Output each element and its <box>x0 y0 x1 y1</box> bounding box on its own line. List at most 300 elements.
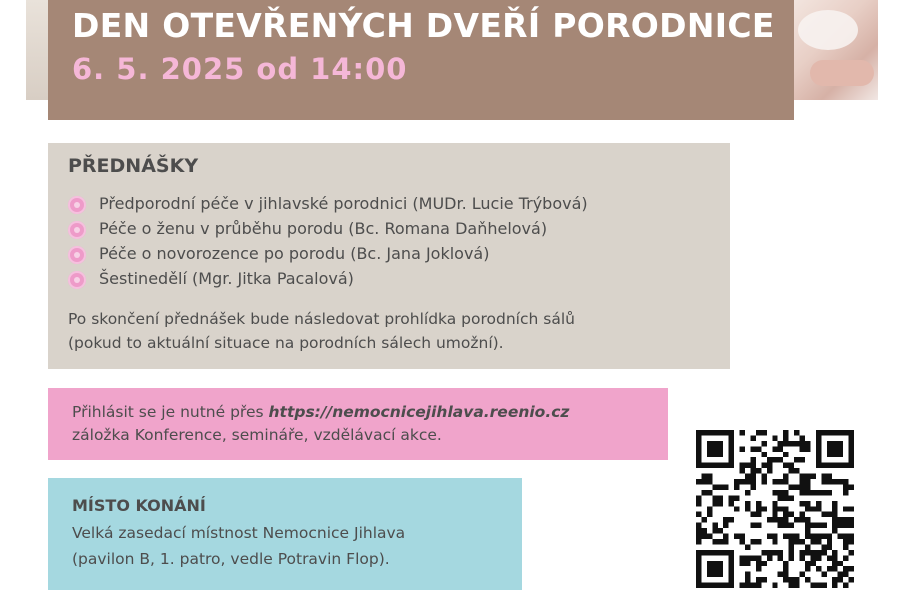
qr-module <box>740 555 745 560</box>
qr-module <box>800 474 805 479</box>
qr-module <box>816 555 821 560</box>
qr-module <box>805 501 810 506</box>
qr-module <box>843 479 848 484</box>
qr-module <box>800 572 805 577</box>
qr-module <box>718 452 723 457</box>
qr-module <box>843 517 848 522</box>
qr-module <box>821 550 826 555</box>
qr-module <box>707 479 712 484</box>
qr-module <box>827 490 832 495</box>
qr-module <box>712 446 717 451</box>
header-banner <box>48 0 794 120</box>
qr-module <box>849 435 854 440</box>
tour-note <box>68 307 718 355</box>
qr-module <box>843 484 848 489</box>
qr-module <box>794 517 799 522</box>
qr-module <box>718 566 723 571</box>
qr-module <box>821 583 826 588</box>
qr-module <box>800 539 805 544</box>
qr-module <box>849 506 854 511</box>
qr-module <box>849 452 854 457</box>
qr-module <box>778 572 783 577</box>
qr-module <box>849 484 854 489</box>
pink-flower-icon <box>68 271 86 289</box>
qr-module <box>745 555 750 560</box>
qr-module <box>701 583 706 588</box>
qr-module <box>794 430 799 435</box>
qr-module <box>789 523 794 528</box>
qr-module <box>843 583 848 588</box>
qr-module <box>783 566 788 571</box>
qr-module <box>761 452 766 457</box>
qr-module <box>712 572 717 577</box>
qr-module <box>772 490 777 495</box>
qr-module <box>827 512 832 517</box>
qr-module <box>729 457 734 462</box>
qr-module <box>838 430 843 435</box>
qr-module <box>832 561 837 566</box>
qr-module <box>789 583 794 588</box>
qr-module <box>816 534 821 539</box>
qr-module <box>701 528 706 533</box>
venue-box <box>48 478 522 590</box>
qr-module <box>740 539 745 544</box>
qr-module <box>729 452 734 457</box>
photo-arm <box>810 60 874 86</box>
qr-module <box>718 484 723 489</box>
qr-module <box>761 550 766 555</box>
qr-module <box>778 517 783 522</box>
qr-module <box>789 544 794 549</box>
qr-module <box>816 435 821 440</box>
qr-module <box>816 430 821 435</box>
qr-module <box>756 501 761 506</box>
qr-module <box>800 555 805 560</box>
qr-module <box>740 430 745 435</box>
qr-module <box>750 474 755 479</box>
qr-module <box>783 435 788 440</box>
qr-module <box>718 561 723 566</box>
qr-module <box>756 523 761 528</box>
qr-module <box>832 501 837 506</box>
qr-module <box>810 539 815 544</box>
qr-module <box>707 550 712 555</box>
qr-module <box>729 435 734 440</box>
qr-module <box>805 517 810 522</box>
qr-module <box>696 441 701 446</box>
qr-module <box>810 561 815 566</box>
qr-module <box>816 452 821 457</box>
qr-module <box>849 463 854 468</box>
qr-module <box>740 583 745 588</box>
qr-module <box>805 561 810 566</box>
qr-module <box>756 506 761 511</box>
qr-module <box>821 534 826 539</box>
qr-module <box>696 446 701 451</box>
qr-module <box>696 430 701 435</box>
qr-module <box>745 544 750 549</box>
qr-module <box>767 457 772 462</box>
qr-module <box>740 446 745 451</box>
qr-module <box>832 517 837 522</box>
qr-module <box>723 484 728 489</box>
qr-module <box>729 550 734 555</box>
qr-module <box>849 534 854 539</box>
qr-module <box>712 430 717 435</box>
qr-module <box>789 512 794 517</box>
qr-module <box>696 583 701 588</box>
qr-module <box>772 446 777 451</box>
qr-module <box>778 479 783 484</box>
qr-code[interactable] <box>696 430 854 588</box>
qr-module <box>712 523 717 528</box>
qr-module <box>718 572 723 577</box>
qr-module <box>750 468 755 473</box>
qr-module <box>718 539 723 544</box>
qr-module <box>838 561 843 566</box>
qr-module <box>718 495 723 500</box>
qr-module <box>696 550 701 555</box>
qr-module <box>843 534 848 539</box>
qr-module <box>701 490 706 495</box>
qr-module <box>805 534 810 539</box>
qr-module <box>734 495 739 500</box>
qr-module <box>756 430 761 435</box>
qr-module <box>821 544 826 549</box>
qr-module <box>712 583 717 588</box>
qr-module <box>750 555 755 560</box>
qr-module <box>832 479 837 484</box>
qr-module <box>800 490 805 495</box>
qr-module <box>783 506 788 511</box>
qr-module <box>734 479 739 484</box>
qr-module <box>707 572 712 577</box>
qr-module <box>772 457 777 462</box>
qr-module <box>827 555 832 560</box>
qr-module <box>729 517 734 522</box>
qr-module <box>756 446 761 451</box>
qr-module <box>794 577 799 582</box>
qr-module <box>750 446 755 451</box>
qr-module <box>750 583 755 588</box>
newborn-photo <box>790 0 878 100</box>
qr-module <box>838 534 843 539</box>
qr-module <box>696 528 701 533</box>
qr-module <box>843 430 848 435</box>
qr-module <box>761 479 766 484</box>
qr-module <box>783 577 788 582</box>
qr-module <box>723 583 728 588</box>
qr-module <box>805 446 810 451</box>
qr-module <box>756 561 761 566</box>
qr-module <box>712 452 717 457</box>
qr-module <box>729 572 734 577</box>
qr-module <box>838 523 843 528</box>
qr-module <box>810 550 815 555</box>
qr-module <box>827 534 832 539</box>
lectures-box <box>48 143 730 369</box>
qr-module <box>816 566 821 571</box>
qr-module <box>701 517 706 522</box>
qr-module <box>761 430 766 435</box>
qr-module <box>778 490 783 495</box>
qr-module <box>729 501 734 506</box>
qr-module <box>832 555 837 560</box>
qr-module <box>805 479 810 484</box>
qr-module <box>805 506 810 511</box>
qr-module <box>843 555 848 560</box>
qr-module <box>712 539 717 544</box>
qr-module <box>783 452 788 457</box>
qr-module <box>750 484 755 489</box>
qr-module <box>800 550 805 555</box>
qr-module <box>827 539 832 544</box>
list-item <box>68 268 588 293</box>
qr-module <box>729 583 734 588</box>
qr-module <box>756 555 761 560</box>
lecture-text: Péče o novorozence po porodu (Bc. Jana Joklová) <box>99 244 490 263</box>
qr-module <box>783 430 788 435</box>
qr-module <box>712 550 717 555</box>
qr-module <box>707 452 712 457</box>
qr-module <box>778 550 783 555</box>
lectures-heading: PŘEDNÁŠKY <box>68 155 199 177</box>
list-item <box>68 218 588 243</box>
qr-module <box>778 441 783 446</box>
qr-module <box>849 523 854 528</box>
qr-module <box>816 446 821 451</box>
qr-module <box>783 441 788 446</box>
qr-module <box>816 463 821 468</box>
qr-module <box>761 577 766 582</box>
pink-flower-icon <box>68 221 86 239</box>
qr-module <box>696 572 701 577</box>
qr-module <box>750 479 755 484</box>
qr-module <box>832 452 837 457</box>
qr-module <box>718 528 723 533</box>
qr-module <box>789 550 794 555</box>
qr-module <box>723 539 728 544</box>
qr-module <box>756 512 761 517</box>
venue-line1: Velká zasedací místnost Nemocnice Jihlava <box>72 524 406 542</box>
qr-module <box>707 446 712 451</box>
qr-module <box>707 506 712 511</box>
qr-module <box>712 495 717 500</box>
qr-module <box>767 517 772 522</box>
qr-module <box>843 539 848 544</box>
qr-module <box>800 435 805 440</box>
qr-module <box>827 474 832 479</box>
qr-module <box>832 550 837 555</box>
qr-module <box>718 441 723 446</box>
qr-module <box>800 457 805 462</box>
qr-module <box>849 550 854 555</box>
qr-module <box>800 512 805 517</box>
qr-module <box>832 446 837 451</box>
qr-module <box>838 517 843 522</box>
qr-module <box>783 463 788 468</box>
qr-module <box>745 463 750 468</box>
qr-module <box>729 561 734 566</box>
qr-module <box>849 441 854 446</box>
qr-module <box>843 523 848 528</box>
qr-module <box>696 452 701 457</box>
qr-module <box>821 512 826 517</box>
qr-module <box>772 534 777 539</box>
qr-module <box>707 566 712 571</box>
qr-module <box>821 572 826 577</box>
qr-module <box>750 435 755 440</box>
qr-module <box>767 534 772 539</box>
qr-module <box>729 566 734 571</box>
qr-module <box>832 528 837 533</box>
qr-module <box>707 561 712 566</box>
qr-module <box>816 501 821 506</box>
qr-module <box>800 479 805 484</box>
qr-module <box>696 457 701 462</box>
qr-module <box>778 495 783 500</box>
pink-flower-icon <box>68 196 86 214</box>
qr-module <box>816 550 821 555</box>
qr-module <box>756 583 761 588</box>
qr-module <box>816 441 821 446</box>
qr-module <box>778 506 783 511</box>
qr-module <box>696 555 701 560</box>
qr-module <box>827 452 832 457</box>
qr-module <box>767 550 772 555</box>
qr-module <box>712 528 717 533</box>
qr-module <box>707 441 712 446</box>
qr-module <box>816 583 821 588</box>
qr-module <box>761 561 766 566</box>
qr-module <box>701 550 706 555</box>
qr-module <box>723 550 728 555</box>
qr-module <box>745 474 750 479</box>
list-item <box>68 193 588 218</box>
qr-module <box>718 430 723 435</box>
qr-module <box>767 555 772 560</box>
qr-module <box>843 463 848 468</box>
qr-module <box>805 544 810 549</box>
qr-module <box>696 534 701 539</box>
qr-module <box>718 446 723 451</box>
qr-module <box>794 534 799 539</box>
qr-module <box>816 523 821 528</box>
lecture-text: Péče o ženu v průběhu porodu (Bc. Romana Daňhelová) <box>99 219 548 238</box>
qr-module <box>701 474 706 479</box>
qr-module <box>718 463 723 468</box>
qr-module <box>778 446 783 451</box>
qr-module <box>707 490 712 495</box>
qr-module <box>783 490 788 495</box>
qr-module <box>843 506 848 511</box>
qr-module <box>778 523 783 528</box>
qr-module <box>783 534 788 539</box>
qr-module <box>783 512 788 517</box>
qr-module <box>701 479 706 484</box>
qr-module <box>761 474 766 479</box>
qr-module <box>745 577 750 582</box>
qr-module <box>729 577 734 582</box>
qr-module <box>821 479 826 484</box>
event-date: 6. 5. 2025 od 14:00 <box>72 52 408 86</box>
qr-module <box>805 523 810 528</box>
registration-prefix: Přihlásit se je nutné přes <box>72 403 269 421</box>
registration-text <box>72 401 662 447</box>
qr-module <box>816 506 821 511</box>
qr-module <box>800 441 805 446</box>
qr-module <box>723 463 728 468</box>
qr-module <box>832 441 837 446</box>
qr-module <box>696 577 701 582</box>
qr-module <box>712 501 717 506</box>
list-item <box>68 243 588 268</box>
qr-module <box>821 523 826 528</box>
qr-module <box>740 463 745 468</box>
qr-module <box>750 457 755 462</box>
registration-link[interactable]: https://nemocnicejihlava.reenio.cz <box>268 403 570 421</box>
qr-module <box>767 463 772 468</box>
qr-module <box>838 479 843 484</box>
qr-module <box>794 468 799 473</box>
qr-module <box>816 539 821 544</box>
qr-module <box>729 430 734 435</box>
qr-module <box>707 512 712 517</box>
qr-module <box>832 566 837 571</box>
header-photo-left <box>26 0 50 100</box>
qr-module <box>810 490 815 495</box>
qr-module <box>816 490 821 495</box>
qr-module <box>712 561 717 566</box>
qr-module <box>696 479 701 484</box>
qr-module <box>783 517 788 522</box>
venue-heading: MÍSTO KONÁNÍ <box>72 496 206 515</box>
qr-module <box>783 572 788 577</box>
qr-module <box>756 539 761 544</box>
qr-module <box>756 468 761 473</box>
qr-module <box>843 566 848 571</box>
qr-module <box>761 506 766 511</box>
qr-module <box>800 517 805 522</box>
qr-module <box>838 452 843 457</box>
qr-module <box>745 561 750 566</box>
qr-module <box>745 506 750 511</box>
qr-module <box>723 430 728 435</box>
qr-module <box>789 463 794 468</box>
qr-module <box>805 566 810 571</box>
qr-module <box>838 463 843 468</box>
qr-module <box>832 577 837 582</box>
lectures-list <box>68 193 588 293</box>
qr-module <box>805 441 810 446</box>
qr-module <box>729 555 734 560</box>
qr-module <box>750 512 755 517</box>
qr-module <box>712 463 717 468</box>
qr-module <box>810 534 815 539</box>
qr-module <box>832 463 837 468</box>
qr-module <box>789 468 794 473</box>
qr-module <box>843 572 848 577</box>
qr-module <box>761 463 766 468</box>
qr-module <box>821 474 826 479</box>
qr-module <box>849 539 854 544</box>
qr-module <box>734 484 739 489</box>
qr-module <box>805 550 810 555</box>
qr-module <box>794 441 799 446</box>
qr-module <box>740 561 745 566</box>
qr-module <box>821 490 826 495</box>
qr-module <box>701 430 706 435</box>
